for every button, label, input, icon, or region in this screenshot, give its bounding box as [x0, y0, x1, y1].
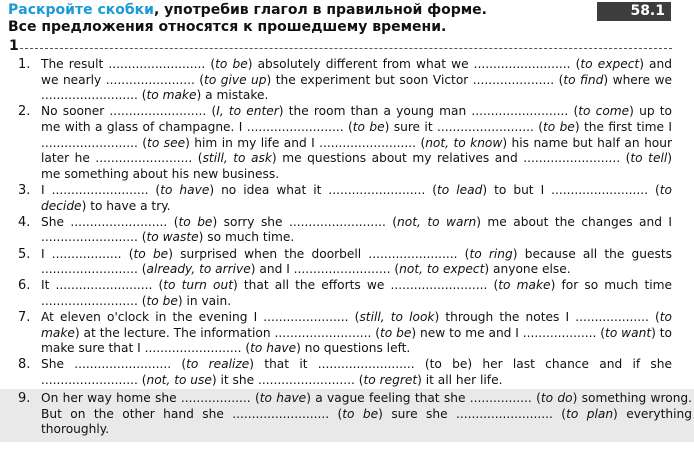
sentence-fragment: ) surprised when the doorbell ....................... ( — [168, 246, 470, 261]
sentence-fragment: ) for so much time ......................... ( — [41, 278, 672, 308]
sentence-fragment: I ......................... ( — [41, 182, 161, 197]
sentence-fragment: ) that it ......................... (to be) her last chance and if she ......................... ( — [41, 357, 672, 388]
sentence-fragment: ) it all her life. — [417, 373, 503, 388]
verb-hint: to lead — [437, 182, 483, 197]
sentence-fragment: ) the first time I ......................... ( — [41, 119, 673, 150]
verb-hint: to be — [342, 406, 379, 421]
sentence-fragment: ) where we ......................... ( — [41, 72, 672, 103]
sentence-fragment: ) absolutely different from what we ......................... ( — [247, 57, 581, 71]
verb-hint: not, to warn — [397, 214, 477, 229]
sentence-fragment: She ......................... ( — [41, 357, 187, 372]
sentence-fragment: ) to but I ......................... ( — [482, 182, 660, 197]
sentence-fragment: ) a mistake. — [196, 88, 269, 103]
verb-hint: to tell — [630, 151, 668, 166]
sentence-fragment: ) anyone else. — [484, 262, 571, 277]
verb-hint: to be — [178, 214, 213, 229]
verb-hint: to expect — [580, 57, 640, 71]
sentence-fragment: ) so much time. — [198, 230, 295, 245]
verb-hint: to be — [379, 325, 412, 340]
sentence-fragment: ) and we nearly ....................... ( — [41, 57, 672, 87]
verb-hint: I, to enter — [216, 104, 279, 119]
exercise-item-number: 8. — [18, 357, 31, 373]
sentence-fragment: It ......................... ( — [41, 278, 164, 293]
sentence-fragment: ) in vain. — [177, 293, 232, 308]
sentence-fragment: ) something wrong. But on the other hand she ......................... ( — [41, 391, 693, 421]
sentence-fragment: The result ......................... ( — [41, 57, 216, 71]
exercise-item-text — [41, 215, 672, 245]
verb-hint: still, to ask — [202, 151, 272, 166]
exercise-item-number: 5. — [18, 246, 31, 262]
exercise-item — [14, 357, 674, 388]
exercise-item-text — [41, 183, 672, 213]
verb-hint: to want — [605, 325, 652, 340]
verb-hint: to find — [563, 72, 604, 87]
sentence-fragment: ) the experiment but soon Victor ..................... ( — [266, 72, 564, 87]
exercise-item-text — [41, 278, 672, 308]
sentence-fragment: ) new to me and I ................... ( — [411, 325, 606, 340]
sentence-fragment: ) no idea what it ......................... ( — [209, 182, 438, 197]
sentence-fragment: ) at the lecture. The information ......................... ( — [74, 325, 380, 340]
sentence-fragment: ) because all the guests ......................... ( — [41, 246, 672, 277]
verb-hint: to decide — [41, 182, 673, 213]
verb-hint: to realize — [186, 357, 250, 372]
exercise-item-text — [41, 247, 672, 277]
exercise-item — [0, 389, 694, 442]
verb-hint: to be — [133, 246, 169, 261]
verb-hint: not, to use — [146, 373, 212, 388]
section-number: 1 — [9, 38, 19, 54]
exercise-item — [14, 310, 674, 357]
verb-hint: to be — [542, 119, 575, 134]
sentence-fragment: ) sorry she ......................... ( — [212, 214, 398, 229]
instructions-highlight: Раскройте скобки — [8, 2, 154, 18]
exercise-item-number: 6. — [18, 278, 31, 294]
sentence-fragment: ) his name but half an hour later he ......................... ( — [41, 135, 672, 166]
verb-hint: to be — [146, 293, 178, 308]
verb-hint: to have — [259, 391, 307, 406]
sentence-fragment: ) through the notes I ................... ( — [434, 310, 660, 325]
verb-hint: to waste — [146, 230, 199, 245]
sentence-fragment: She ......................... ( — [41, 214, 179, 229]
verb-hint: to be — [215, 57, 248, 71]
exercise-item-text — [41, 57, 672, 102]
verb-hint: already, to arrive — [146, 262, 251, 277]
verb-hint: not, to know — [425, 135, 503, 150]
verb-hint: to do — [540, 391, 573, 406]
sentence-fragment: ) a vague feeling that she ................ ( — [306, 391, 541, 406]
exercise-number-badge: 58.1 — [597, 2, 671, 21]
exercise-item-number: 9. — [18, 391, 31, 407]
verb-hint: to make — [498, 278, 551, 293]
verb-hint: to give up — [204, 72, 267, 87]
verb-hint: to turn out — [163, 278, 233, 293]
exercise-item-text — [41, 391, 692, 436]
exercise-item — [14, 247, 674, 278]
sentence-fragment: ) me questions about my relatives and ......................... ( — [271, 151, 631, 166]
exercise-item-number: 2. — [18, 104, 31, 120]
verb-hint: to have — [160, 182, 210, 197]
exercise-item — [14, 183, 674, 214]
sentence-fragment: ) to make sure that I ......................... ( — [41, 325, 673, 356]
instructions-header — [8, 2, 487, 36]
sentence-fragment: ) no questions left. — [296, 341, 411, 356]
sentence-fragment: ) him in my life and I ......................... ( — [185, 135, 426, 150]
sentence-fragment: ) that all the efforts we ......................... ( — [232, 278, 499, 293]
exercise-item-number: 3. — [18, 182, 31, 198]
sentence-fragment: No sooner ......................... ( — [41, 104, 217, 119]
exercise-item-number: 4. — [18, 214, 31, 230]
sentence-fragment: ) up to me with a glass of champagne. I ......................... ( — [41, 104, 672, 134]
exercise-item-text — [41, 310, 672, 355]
verb-hint: to ring — [469, 246, 513, 261]
exercise-list — [14, 57, 693, 443]
sentence-fragment: I .................. ( — [41, 246, 134, 261]
sentence-fragment: ) me something about his new business. — [41, 151, 672, 181]
exercise-item — [14, 57, 674, 104]
instructions-line-2: Все предложения относятся к прошедшему времени. — [8, 19, 447, 35]
exercise-item — [14, 278, 674, 309]
sentence-fragment: ) everything thoroughly. — [41, 406, 692, 437]
exercise-item-text — [41, 104, 672, 180]
verb-hint: to make — [146, 88, 197, 103]
verb-hint: to have — [250, 341, 297, 356]
sentence-fragment: ) me about the changes and I ......................... ( — [41, 214, 672, 245]
verb-hint: still, to look — [359, 310, 435, 325]
sentence-fragment: ) sure it ......................... ( — [384, 119, 543, 134]
verb-hint: to come — [578, 104, 630, 119]
verb-hint: to be — [352, 119, 385, 134]
verb-hint: to make — [41, 310, 672, 340]
verb-hint: not, to expect — [399, 262, 485, 277]
instructions-line-1 — [8, 2, 487, 19]
verb-hint: to regret — [363, 373, 418, 388]
sentence-fragment: ) sure she ......................... ( — [378, 406, 567, 421]
exercise-item-number: 1. — [18, 57, 31, 72]
instructions-line-1-rest: , употребив глагол в правильной форме. — [153, 2, 487, 18]
sentence-fragment: ) and I ......................... ( — [250, 262, 400, 277]
section-divider — [20, 48, 672, 49]
sentence-fragment: ) the room than a young man ......................... ( — [278, 104, 579, 119]
sentence-fragment: ) it she ......................... ( — [211, 373, 364, 388]
exercise-item — [14, 215, 674, 246]
exercise-item-number: 7. — [18, 310, 31, 326]
verb-hint: to plan — [566, 406, 614, 421]
exercise-item-text — [41, 357, 672, 387]
verb-hint: to see — [147, 135, 186, 150]
sentence-fragment: ) to have a try. — [81, 198, 171, 213]
exercise-item — [14, 104, 674, 182]
sentence-fragment: On her way home she .................. ( — [41, 391, 260, 406]
sentence-fragment: At eleven o'clock in the evening I ...................... ( — [41, 310, 360, 325]
